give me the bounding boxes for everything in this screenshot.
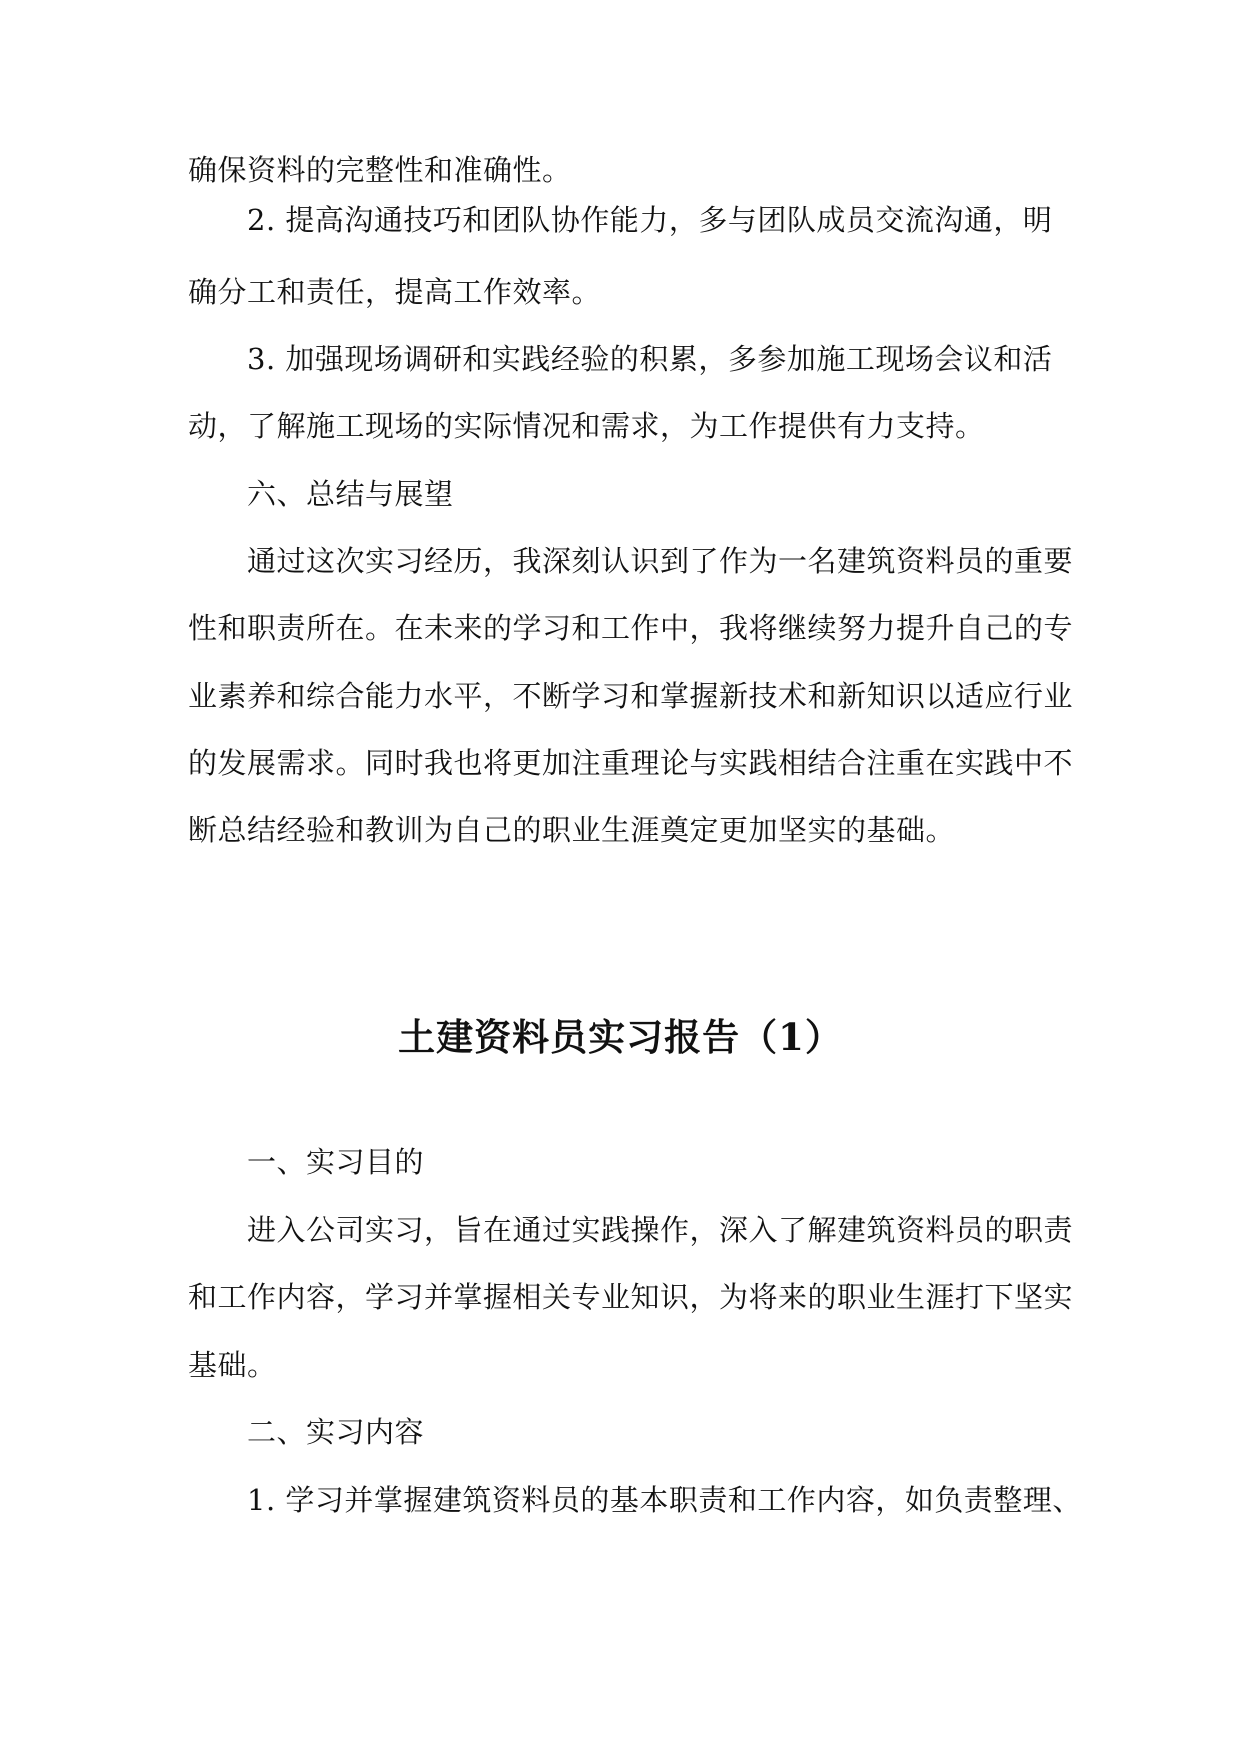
paragraph-line: 的发展需求。同时我也将更加注重理论与实践相结合注重在实践中不 bbox=[188, 746, 1074, 780]
paragraph-line: 通过这次实习经历，我深刻认识到了作为一名建筑资料员的重要 bbox=[247, 544, 1074, 578]
paragraph-line: 动，了解施工现场的实际情况和需求，为工作提供有力支持。 bbox=[188, 409, 985, 443]
paragraph-line: 性和职责所在。在未来的学习和工作中，我将继续努力提升自己的专 bbox=[188, 611, 1074, 645]
paragraph-line: 2. 提高沟通技巧和团队协作能力，多与团队成员交流沟通，明 bbox=[247, 203, 1053, 237]
section-heading: 二、实习内容 bbox=[247, 1415, 425, 1449]
paragraph-line: 和工作内容，学习并掌握相关专业知识，为将来的职业生涯打下坚实 bbox=[188, 1280, 1074, 1314]
paragraph-line: 1. 学习并掌握建筑资料员的基本职责和工作内容，如负责整理、 bbox=[247, 1483, 1082, 1517]
paragraph-line: 确保资料的完整性和准确性。 bbox=[188, 153, 572, 187]
paragraph-line: 3. 加强现场调研和实践经验的积累，多参加施工现场会议和活 bbox=[247, 342, 1053, 376]
paragraph-line: 业素养和综合能力水平，不断学习和掌握新技术和新知识以适应行业 bbox=[188, 679, 1074, 713]
section-heading: 六、总结与展望 bbox=[247, 477, 454, 511]
paragraph-line: 基础。 bbox=[188, 1348, 277, 1382]
section-heading: 一、实习目的 bbox=[247, 1145, 425, 1179]
paragraph-line: 断总结经验和教训为自己的职业生涯奠定更加坚实的基础。 bbox=[188, 813, 956, 847]
paragraph-line: 进入公司实习，旨在通过实践操作，深入了解建筑资料员的职责 bbox=[247, 1213, 1074, 1247]
report-title: 土建资料员实习报告（1） bbox=[398, 1015, 843, 1059]
paragraph-line: 确分工和责任，提高工作效率。 bbox=[188, 275, 602, 309]
